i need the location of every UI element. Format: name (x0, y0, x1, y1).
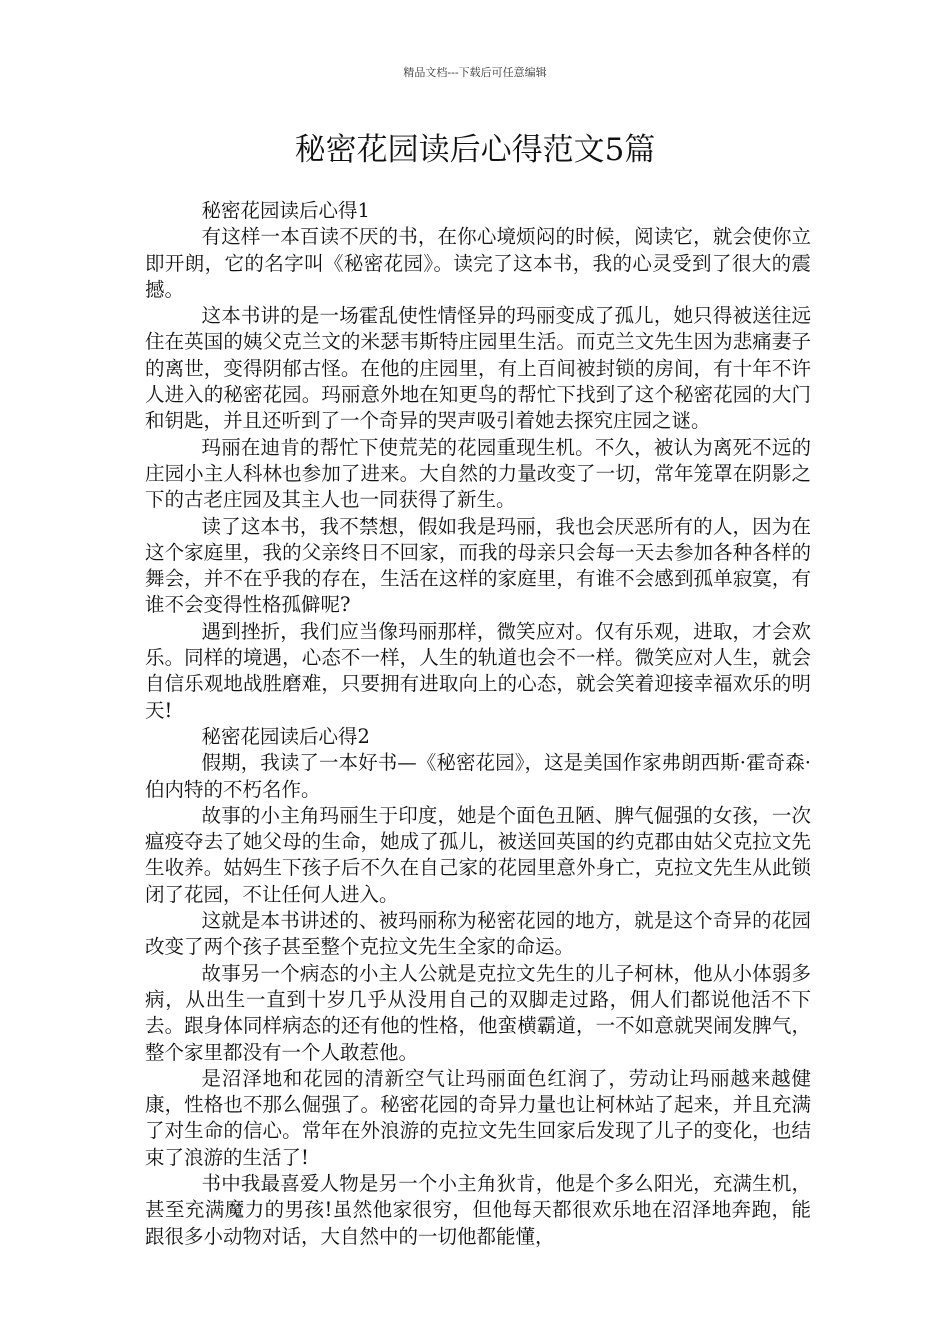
section-heading: 秘密花园读后心得2 (201, 724, 370, 748)
paragraph: 读了这本书，我不禁想，假如我是玛丽，我也会厌恶所有的人，因为在这个家庭里，我的父亲终日不回家，而我的母亲只会每一天去参加各种各样的舞会，并不在乎我的存在，生活在这样的家庭里，有谁不会感到孤单寂寞，有谁不会变得性格孤僻呢? (145, 514, 811, 617)
paragraph: 假期，我读了一本好书—《秘密花园》，这是美国作家弗朗西斯·霍奇森·伯内特的不朽名作。 (145, 751, 811, 801)
paragraph: 这就是本书讲述的、被玛丽称为秘密花园的地方，就是这个奇异的花园改变了两个孩子甚至整个克拉文先生全家的命运。 (145, 909, 811, 959)
document-body (145, 198, 811, 1250)
paragraph: 玛丽在迪肯的帮忙下使荒芜的花园重现生机。不久，被认为离死不远的庄园小主人科林也参加了进来。大自然的力量改变了一切，常年笼罩在阴影之下的古老庄园及其主人也一同获得了新生。 (145, 435, 811, 512)
paragraph: 遇到挫折，我们应当像玛丽那样，微笑应对。仅有乐观，进取，才会欢乐。同样的境遇，心态不一样，人生的轨道也会不一样。微笑应对人生，就会自信乐观地战胜磨难，只要拥有进取向上的心态，就会笑着迎接幸福欢乐的明天! (145, 619, 811, 722)
page-title: 秘密花园读后心得范文5篇 (294, 132, 656, 168)
paragraph: 有这样一本百读不厌的书，在你心境烦闷的时候，阅读它，就会使你立即开朗，它的名字叫《秘密花园》。读完了这本书，我的心灵受到了很大的震撼。 (145, 225, 811, 301)
paragraph: 故事的小主角玛丽生于印度，她是个面色丑陋、脾气倔强的女孩，一次瘟疫夺去了她父母的生命，她成了孤儿，被送回英国的约克郡由姑父克拉文先生收养。姑妈生下孩子后不久在自己家的花园里意外身亡，克拉文先生从此锁闭了花园，不让任何人进入。 (145, 803, 811, 906)
section-heading: 秘密花园读后心得1 (201, 199, 370, 222)
paragraph: 是沼泽地和花园的清新空气让玛丽面色红润了，劳动让玛丽越来越健康，性格也不那么倔强了。秘密花园的奇异力量也让柯林站了起来，并且充满了对生命的信心。常年在外浪游的克拉文先生回家后发现了儿子的变化，也结束了浪游的生活了! (145, 1066, 811, 1169)
paragraph: 书中我最喜爱人物是另一个小主角狄肯，他是个多么阳光，充满生机，甚至充满魔力的男孩!虽然他家很穷，但他每天都很欢乐地在沼泽地奔跑，能跟很多小动物对话，大自然中的一切他都能懂， (145, 1171, 811, 1248)
paragraph: 这本书讲的是一场霍乱使性情怪异的玛丽变成了孤儿，她只得被送往远住在英国的姨父克兰文的米瑟韦斯特庄园里生活。而克兰文先生因为悲痛妻子的离世，变得阴郁古怪。在他的庄园里，有上百间被封锁的房间，有十年不许人进入的秘密花园。玛丽意外地在知更鸟的帮忙下找到了这个秘密花园的大门和钥匙，并且还听到了一个奇异的哭声吸引着她去探究庄园之谜。 (145, 304, 811, 433)
header-note: 精品文档---下载后可任意编辑 (403, 66, 547, 79)
paragraph: 故事另一个病态的小主人公就是克拉文先生的儿子柯林，他从小体弱多病，从出生一直到十岁几乎从没用自己的双脚走过路，佣人们都说他活不下去。跟身体同样病态的还有他的性格，他蛮横霸道，一不如意就哭闹发脾气，整个家里都没有一个人敢惹他。 (145, 961, 811, 1064)
